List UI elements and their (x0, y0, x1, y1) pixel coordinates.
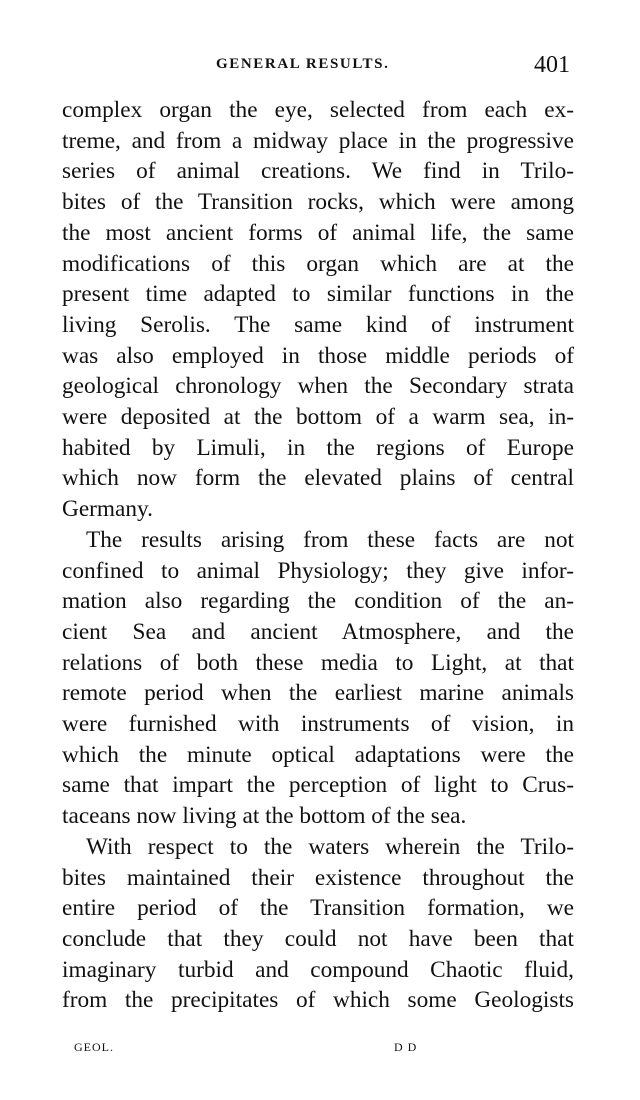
text-line: which now form the elevated plains of central (62, 465, 574, 492)
running-head (60, 52, 572, 82)
signature-mark-right: D D (394, 1040, 418, 1054)
text-line: bites maintained their existence throughout the (62, 864, 574, 891)
page-number: 401 (534, 52, 570, 78)
text-line: bites of the Transition rocks, which were among (62, 189, 574, 216)
text-line: imaginary turbid and compound Chaotic fluid, (62, 956, 574, 983)
text-line: geological chronology when the Secondary strata (62, 373, 574, 400)
text-line: present time adapted to similar functions in the (62, 281, 574, 308)
body-text (62, 95, 574, 1016)
text-line: same that impart the perception of light to Crus- (62, 772, 574, 799)
text-line: entire period of the Transition formation, we (62, 895, 574, 922)
text-line: relations of both these media to Light, at that (62, 649, 574, 676)
running-title: GENERAL RESULTS. (216, 56, 390, 72)
paragraph-first-line: The results arising from these facts are not (86, 526, 574, 553)
text-line: remote period when the earliest marine animals (62, 680, 574, 707)
text-line: confined to animal Physiology; they give infor- (62, 557, 574, 584)
text-line: the most ancient forms of animal life, the same (62, 219, 574, 246)
text-line: cient Sea and ancient Atmosphere, and the (62, 618, 574, 645)
signature-mark-left: GEOL. (74, 1040, 114, 1054)
text-line: was also employed in those middle periods of (62, 342, 574, 369)
text-line: were deposited at the bottom of a warm sea, in- (62, 404, 574, 431)
paragraph-first-line: With respect to the waters wherein the Trilo- (86, 833, 574, 860)
text-line: series of animal creations. We find in Trilo- (62, 158, 574, 185)
text-line: were furnished with instruments of vision, in (62, 711, 574, 738)
text-line: taceans now living at the bottom of the sea. (62, 803, 467, 830)
text-line: from the precipitates of which some Geologists (62, 987, 574, 1014)
text-line: treme, and from a midway place in the progressive (62, 127, 574, 154)
text-line: complex organ the eye, selected from each ex- (62, 97, 574, 123)
text-line: conclude that they could not have been that (62, 925, 574, 952)
text-line: mation also regarding the condition of the an- (62, 588, 574, 615)
text-line: which the minute optical adaptations were the (62, 741, 574, 768)
text-line: Germany. (62, 496, 153, 523)
text-line: modifications of this organ which are at the (62, 250, 574, 277)
page-footer (74, 1040, 434, 1060)
text-line: habited by Limuli, in the regions of Europe (62, 434, 574, 461)
text-line: living Serolis. The same kind of instrument (62, 311, 574, 338)
